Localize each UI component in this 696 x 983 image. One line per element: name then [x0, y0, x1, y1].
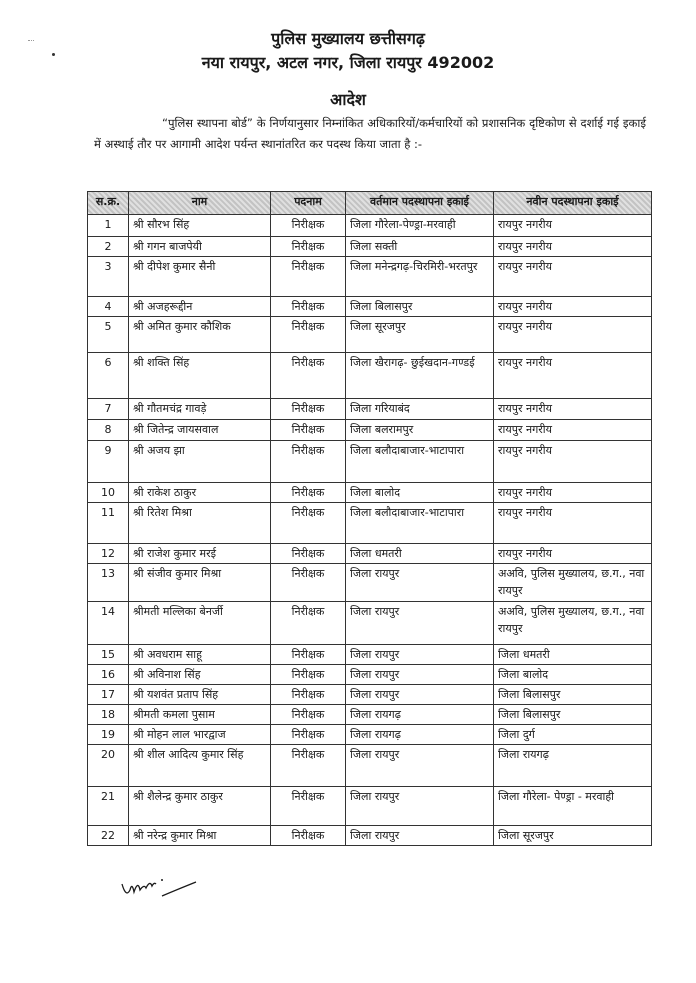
cell-current-unit: जिला गौरेला-पेण्ड्रा-मरवाही	[346, 215, 494, 237]
cell-new-unit: अअवि, पुलिस मुख्यालय, छ.ग., नवा रायपुर	[494, 564, 652, 602]
cell-current-unit: जिला बालोद	[346, 483, 494, 503]
cell-designation: निरीक्षक	[271, 705, 346, 725]
cell-new-unit: रायपुर नगरीय	[494, 420, 652, 441]
cell-name: श्री संजीव कुमार मिश्रा	[129, 564, 271, 602]
cell-name: श्रीमती मल्लिका बेनर्जी	[129, 602, 271, 645]
cell-designation: निरीक्षक	[271, 725, 346, 745]
cell-serial: 17	[88, 685, 129, 705]
table-row	[88, 564, 652, 602]
col-header-name: नाम	[129, 192, 271, 215]
cell-serial: 2	[88, 237, 129, 257]
table-row	[88, 787, 652, 826]
table-row	[88, 665, 652, 685]
table-row	[88, 602, 652, 645]
cell-new-unit: रायपुर नगरीय	[494, 297, 652, 317]
table-header-row	[88, 192, 652, 215]
cell-designation: निरीक्षक	[271, 645, 346, 665]
cell-new-unit: जिला बालोद	[494, 665, 652, 685]
cell-serial: 5	[88, 317, 129, 353]
cell-name: श्री गगन बाजपेयी	[129, 237, 271, 257]
cell-name: श्री शैलेन्द्र कुमार ठाकुर	[129, 787, 271, 826]
cell-new-unit: रायपुर नगरीय	[494, 353, 652, 399]
office-address: नया रायपुर, अटल नगर, जिला रायपुर 492002	[201, 53, 495, 72]
cell-designation: निरीक्षक	[271, 353, 346, 399]
order-title: आदेश	[330, 90, 366, 109]
cell-new-unit: जिला रायगढ़	[494, 745, 652, 787]
cell-serial: 20	[88, 745, 129, 787]
cell-current-unit: जिला बलौदाबाजार-भाटापारा	[346, 441, 494, 483]
cell-new-unit: जिला दुर्ग	[494, 725, 652, 745]
cell-current-unit: जिला रायपुर	[346, 564, 494, 602]
table-row	[88, 297, 652, 317]
cell-new-unit: अअवि, पुलिस मुख्यालय, छ.ग., नवा रायपुर	[494, 602, 652, 645]
cell-designation: निरीक्षक	[271, 483, 346, 503]
table-row	[88, 705, 652, 725]
cell-current-unit: जिला रायपुर	[346, 826, 494, 846]
cell-name: श्री अजहरूद्दीन	[129, 297, 271, 317]
table-row	[88, 826, 652, 846]
cell-name: श्री जितेन्द्र जायसवाल	[129, 420, 271, 441]
cell-current-unit: जिला खैरागढ़- छुईखदान-गण्डई	[346, 353, 494, 399]
cell-designation: निरीक्षक	[271, 215, 346, 237]
office-name: पुलिस मुख्यालय छत्तीसगढ़	[271, 29, 425, 48]
cell-designation: निरीक्षक	[271, 317, 346, 353]
intro-paragraph	[94, 113, 646, 155]
table-row	[88, 685, 652, 705]
cell-name: श्री अविनाश सिंह	[129, 665, 271, 685]
cell-name: श्री अजय झा	[129, 441, 271, 483]
cell-serial: 14	[88, 602, 129, 645]
cell-current-unit: जिला सूरजपुर	[346, 317, 494, 353]
table-row	[88, 483, 652, 503]
table-row	[88, 725, 652, 745]
cell-new-unit: रायपुर नगरीय	[494, 544, 652, 564]
cell-current-unit: जिला मनेन्द्रगढ़-चिरमिरी-भरतपुर	[346, 257, 494, 297]
col-header-serial: स.क्र.	[88, 192, 129, 215]
cell-new-unit: रायपुर नगरीय	[494, 317, 652, 353]
cell-serial: 21	[88, 787, 129, 826]
cell-serial: 3	[88, 257, 129, 297]
cell-designation: निरीक्षक	[271, 544, 346, 564]
signature	[118, 872, 198, 902]
cell-serial: 10	[88, 483, 129, 503]
cell-name: श्री दीपेश कुमार सैनी	[129, 257, 271, 297]
cell-new-unit: रायपुर नगरीय	[494, 483, 652, 503]
col-header-designation: पदनाम	[271, 192, 346, 215]
col-header-current-unit: वर्तमान पदस्थापना इकाई	[346, 192, 494, 215]
cell-designation: निरीक्षक	[271, 420, 346, 441]
cell-serial: 4	[88, 297, 129, 317]
cell-serial: 18	[88, 705, 129, 725]
cell-designation: निरीक्षक	[271, 665, 346, 685]
cell-designation: निरीक्षक	[271, 257, 346, 297]
table-row	[88, 215, 652, 237]
cell-name: श्री सौरभ सिंह	[129, 215, 271, 237]
cell-serial: 12	[88, 544, 129, 564]
cell-designation: निरीक्षक	[271, 745, 346, 787]
cell-current-unit: जिला गरियाबंद	[346, 399, 494, 420]
table-row	[88, 317, 652, 353]
cell-designation: निरीक्षक	[271, 441, 346, 483]
cell-designation: निरीक्षक	[271, 826, 346, 846]
cell-current-unit: जिला रायपुर	[346, 645, 494, 665]
transfer-table	[87, 191, 652, 846]
table-row	[88, 441, 652, 483]
cell-name: श्री शक्ति सिंह	[129, 353, 271, 399]
cell-new-unit: जिला सूरजपुर	[494, 826, 652, 846]
cell-current-unit: जिला बिलासपुर	[346, 297, 494, 317]
cell-serial: 8	[88, 420, 129, 441]
table-row	[88, 645, 652, 665]
cell-current-unit: जिला रायपुर	[346, 665, 494, 685]
table-row	[88, 237, 652, 257]
cell-new-unit: रायपुर नगरीय	[494, 257, 652, 297]
cell-serial: 9	[88, 441, 129, 483]
cell-name: श्रीमती कमला पुसाम	[129, 705, 271, 725]
cell-current-unit: जिला रायपुर	[346, 745, 494, 787]
cell-serial: 19	[88, 725, 129, 745]
cell-serial: 22	[88, 826, 129, 846]
cell-current-unit: जिला रायगढ़	[346, 705, 494, 725]
cell-new-unit: रायपुर नगरीय	[494, 399, 652, 420]
intro-text: “पुलिस स्थापना बोर्ड” के निर्णयानुसार निम्नांकित अधिकारियों/कर्मचारियों को प्रशासनिक दृष्टिकोण से दर्शाई गई इकाई में अस्थाई तौर पर आगामी आदेश पर्यन्त स्थानांतरित कर पदस्थ किया जाता है :-	[94, 116, 646, 151]
cell-name: श्री गौतमचंद्र गावड़े	[129, 399, 271, 420]
cell-name: श्री मोहन लाल भारद्वाज	[129, 725, 271, 745]
cell-current-unit: जिला रायपुर	[346, 602, 494, 645]
cell-name: श्री नरेन्द्र कुमार मिश्रा	[129, 826, 271, 846]
cell-designation: निरीक्षक	[271, 685, 346, 705]
cell-designation: निरीक्षक	[271, 564, 346, 602]
table-row	[88, 544, 652, 564]
cell-new-unit: जिला बिलासपुर	[494, 685, 652, 705]
cell-serial: 15	[88, 645, 129, 665]
table-row	[88, 503, 652, 544]
cell-designation: निरीक्षक	[271, 237, 346, 257]
cell-new-unit: जिला गौरेला- पेण्ड्रा - मरवाही	[494, 787, 652, 826]
cell-new-unit: जिला बिलासपुर	[494, 705, 652, 725]
cell-name: श्री राजेश कुमार मरई	[129, 544, 271, 564]
cell-name: श्री शील आदित्य कुमार सिंह	[129, 745, 271, 787]
cell-name: श्री अवधराम साहू	[129, 645, 271, 665]
cell-name: श्री राकेश ठाकुर	[129, 483, 271, 503]
cell-new-unit: रायपुर नगरीय	[494, 237, 652, 257]
cell-new-unit: जिला धमतरी	[494, 645, 652, 665]
cell-designation: निरीक्षक	[271, 503, 346, 544]
cell-current-unit: जिला रायपुर	[346, 787, 494, 826]
table-row	[88, 420, 652, 441]
cell-serial: 6	[88, 353, 129, 399]
cell-current-unit: जिला रायपुर	[346, 685, 494, 705]
cell-current-unit: जिला धमतरी	[346, 544, 494, 564]
cell-current-unit: जिला बलौदाबाजार-भाटापारा	[346, 503, 494, 544]
cell-designation: निरीक्षक	[271, 787, 346, 826]
cell-designation: निरीक्षक	[271, 399, 346, 420]
cell-serial: 7	[88, 399, 129, 420]
cell-designation: निरीक्षक	[271, 297, 346, 317]
table-row	[88, 353, 652, 399]
cell-current-unit: जिला बलरामपुर	[346, 420, 494, 441]
cell-serial: 13	[88, 564, 129, 602]
table-row	[88, 257, 652, 297]
table-row	[88, 399, 652, 420]
table-row	[88, 745, 652, 787]
col-header-new-unit: नवीन पदस्थापना इकाई	[494, 192, 652, 215]
cell-new-unit: रायपुर नगरीय	[494, 215, 652, 237]
cell-name: श्री यशवंत प्रताप सिंह	[129, 685, 271, 705]
cell-serial: 1	[88, 215, 129, 237]
cell-name: श्री रितेश मिश्रा	[129, 503, 271, 544]
cell-new-unit: रायपुर नगरीय	[494, 503, 652, 544]
cell-designation: निरीक्षक	[271, 602, 346, 645]
cell-serial: 16	[88, 665, 129, 685]
cell-new-unit: रायपुर नगरीय	[494, 441, 652, 483]
cell-current-unit: जिला सक्ती	[346, 237, 494, 257]
cell-current-unit: जिला रायगढ़	[346, 725, 494, 745]
cell-serial: 11	[88, 503, 129, 544]
table-body	[88, 215, 652, 846]
cell-name: श्री अमित कुमार कौशिक	[129, 317, 271, 353]
